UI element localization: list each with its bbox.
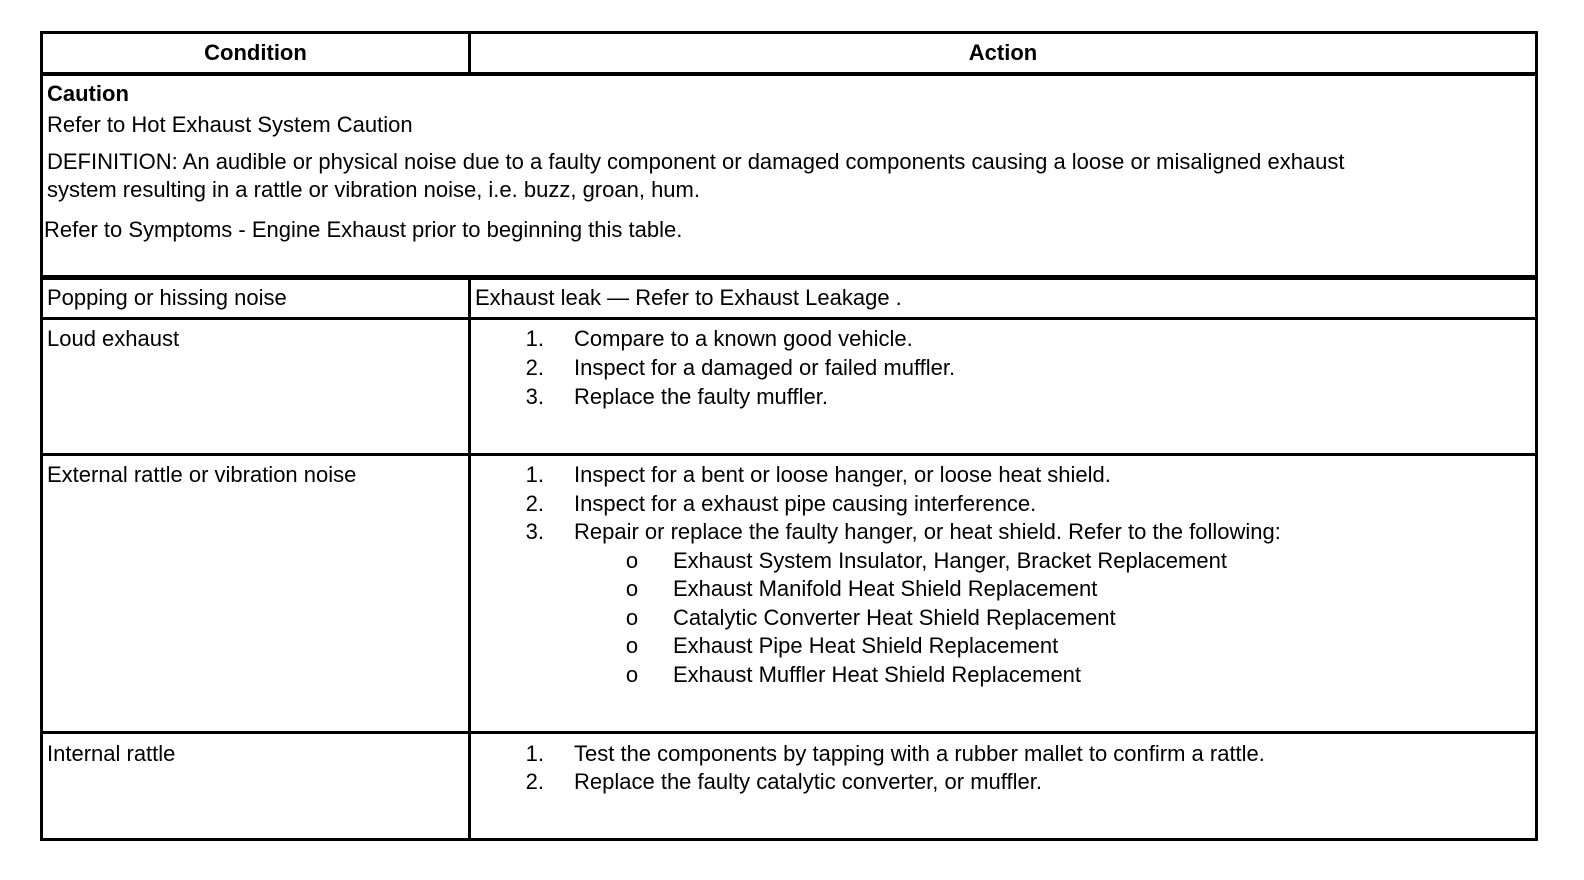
caution-title: Caution bbox=[47, 81, 129, 106]
step-number: 2. bbox=[525, 355, 544, 380]
definition-line-2: system resulting in a rattle or vibration noise, i.e. buzz, groan, hum. bbox=[47, 177, 700, 202]
step-text: Replace the faulty catalytic converter, or muffler. bbox=[574, 769, 1042, 794]
step-text: Compare to a known good vehicle. bbox=[574, 326, 913, 351]
row-divider bbox=[43, 453, 1535, 456]
condition-external-rattle: External rattle or vibration noise bbox=[47, 462, 357, 487]
step-number: 1. bbox=[525, 462, 544, 487]
sub-bullet: o bbox=[625, 662, 639, 687]
sub-bullet: o bbox=[625, 633, 639, 658]
condition-internal-rattle: Internal rattle bbox=[47, 741, 176, 766]
action-exhaust-leak: Exhaust leak — Refer to Exhaust Leakage . bbox=[475, 285, 902, 310]
step-number: 2. bbox=[525, 769, 544, 794]
step-text: Inspect for a bent or loose hanger, or loose heat shield. bbox=[574, 462, 1111, 487]
step-number: 1. bbox=[525, 326, 544, 351]
step-text: Inspect for a exhaust pipe causing interference. bbox=[574, 491, 1037, 516]
sub-item: Catalytic Converter Heat Shield Replacement bbox=[673, 605, 1116, 630]
step-number: 1. bbox=[525, 741, 544, 766]
row-divider bbox=[43, 731, 1535, 734]
definition-line-1: DEFINITION: An audible or physical noise due to a faulty component or damaged components causing a loose or misaligned exhaust bbox=[47, 149, 1345, 174]
caution-reference: Refer to Hot Exhaust System Caution bbox=[47, 112, 413, 137]
step-text: Repair or replace the faulty hanger, or heat shield. Refer to the following: bbox=[574, 519, 1281, 544]
row-divider bbox=[43, 317, 1535, 320]
step-number: 2. bbox=[525, 491, 544, 516]
header-action: Action bbox=[968, 40, 1038, 65]
sub-item: Exhaust System Insulator, Hanger, Bracket Replacement bbox=[673, 548, 1227, 573]
caution-divider bbox=[43, 275, 1535, 280]
sub-item: Exhaust Pipe Heat Shield Replacement bbox=[673, 633, 1059, 658]
sub-bullet: o bbox=[625, 605, 639, 630]
symptoms-reference: Refer to Symptoms - Engine Exhaust prior to beginning this table. bbox=[44, 217, 683, 242]
column-divider bbox=[468, 277, 471, 841]
sub-bullet: o bbox=[625, 548, 639, 573]
condition-popping: Popping or hissing noise bbox=[47, 285, 287, 310]
sub-bullet: o bbox=[625, 576, 639, 601]
header-divider bbox=[43, 72, 1535, 76]
diagnostic-table bbox=[40, 31, 1538, 841]
step-number: 3. bbox=[525, 384, 544, 409]
step-text: Replace the faulty muffler. bbox=[574, 384, 828, 409]
step-number: 3. bbox=[525, 519, 544, 544]
condition-loud-exhaust: Loud exhaust bbox=[47, 326, 180, 351]
header-condition: Condition bbox=[204, 40, 307, 65]
sub-item: Exhaust Muffler Heat Shield Replacement bbox=[673, 662, 1082, 687]
sub-item: Exhaust Manifold Heat Shield Replacement bbox=[673, 576, 1098, 601]
step-text: Inspect for a damaged or failed muffler. bbox=[574, 355, 956, 380]
step-text: Test the components by tapping with a rubber mallet to confirm a rattle. bbox=[574, 741, 1265, 766]
